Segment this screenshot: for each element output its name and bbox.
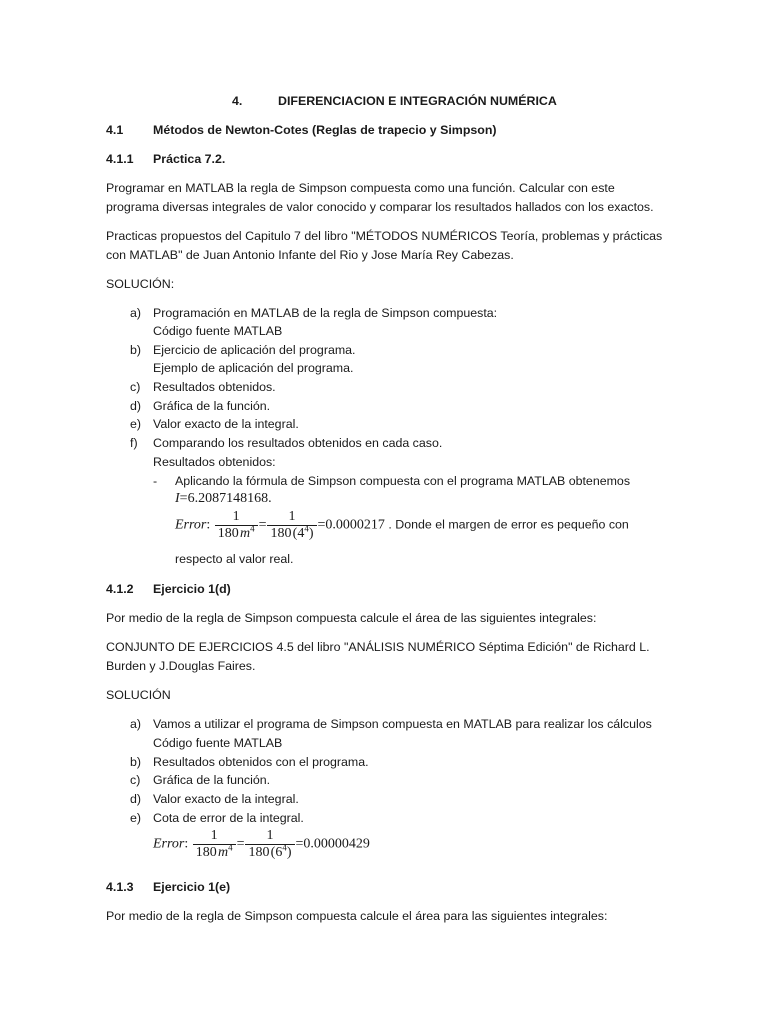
dash-marker: - — [153, 474, 158, 488]
denominator-constant: 180 — [270, 526, 292, 541]
section-4-1-1-title: Práctica 7.2. — [153, 152, 226, 166]
integral-value: =6.2087148168. — [179, 491, 272, 506]
denominator-exponent: 4 — [304, 523, 309, 534]
solucion-label-2: SOLUCIÓN — [106, 688, 171, 702]
denominator-constant: 180 — [248, 845, 270, 860]
list-item-subtext: Resultados obtenidos: — [153, 455, 276, 469]
list-item-text: Comparando los resultados obtenidos en cada caso. — [153, 436, 443, 450]
integral-variable: I — [175, 491, 180, 506]
error-colon: : — [206, 517, 211, 533]
list-item-text: Vamos a utilizar el programa de Simpson compuesta en MATLAB para realizar los cálculos — [153, 717, 652, 731]
section-4-1-3-title: Ejercicio 1(e) — [153, 880, 231, 894]
list-item-text: Resultados obtenidos. — [153, 380, 276, 394]
chapter-number: 4. — [232, 94, 243, 108]
denominator-variable: m — [239, 526, 251, 541]
list-item-marker: d) — [130, 399, 142, 413]
error-fraction-1 — [215, 509, 258, 542]
fraction-numerator: 1 — [193, 828, 236, 845]
paragraph-1-line-1: Programar en MATLAB la regla de Simpson compuesta como una función. Calcular con este — [106, 181, 615, 195]
paragraph-1-line-2: programa diversas integrales de valor conocido y comparar los resultados hallados con los exactos. — [106, 200, 654, 214]
list-item-subtext: Ejemplo de aplicación del programa. — [153, 361, 354, 375]
integral-result-equation — [175, 490, 272, 508]
fraction-numerator: 1 — [267, 509, 316, 526]
list-item-text: Ejercicio de aplicación del programa. — [153, 343, 356, 357]
denominator-exponent: 4 — [228, 842, 233, 853]
error-fraction-2 — [245, 828, 294, 861]
fraction-numerator: 1 — [245, 828, 294, 845]
section-4-1-2-title: Ejercicio 1(d) — [153, 582, 231, 596]
dash-item-text: Aplicando la fórmula de Simpson compuesta con el programa MATLAB obtenemos — [175, 474, 631, 488]
list-item-text: Programación en MATLAB de la regla de Simpson compuesta: — [153, 306, 498, 320]
paragraph-4-line-2: Burden y J.Douglas Faires. — [106, 659, 256, 673]
list-item-text: Valor exacto de la integral. — [153, 792, 299, 806]
denominator-constant: 180 — [195, 845, 217, 860]
list-item-subtext: Código fuente MATLAB — [153, 736, 283, 750]
list-item-marker: c) — [130, 380, 141, 394]
fraction-denominator — [215, 523, 258, 542]
error-comment: . Donde el margen de error es pequeño con — [388, 517, 629, 532]
list-item-marker: a) — [130, 717, 142, 731]
error-label: Error — [175, 517, 207, 533]
list-item-marker: b) — [130, 343, 142, 357]
denominator-base: (6 — [270, 845, 283, 860]
section-4-1-title: Métodos de Newton-Cotes (Reglas de trapecio y Simpson) — [153, 123, 497, 137]
section-4-1-3-number: 4.1.3 — [106, 880, 134, 894]
denominator-exponent: 4 — [250, 523, 255, 534]
fraction-denominator — [193, 842, 236, 861]
list-item-marker: f) — [130, 436, 138, 450]
list-item-marker: c) — [130, 773, 141, 787]
paragraph-2-line-1: Practicas propuestos del Capitulo 7 del libro "MÉTODOS NUMÉRICOS Teoría, problemas y prácticas — [106, 229, 663, 243]
list-item-marker: a) — [130, 306, 142, 320]
fraction-denominator — [267, 523, 316, 542]
list-item-marker: e) — [130, 811, 142, 825]
paragraph-2-line-2: con MATLAB" de Juan Antonio Infante del Rio y Jose María Rey Cabezas. — [106, 248, 514, 262]
error-fraction-1 — [193, 828, 236, 861]
error-result: =0.00000429 — [295, 836, 370, 852]
denominator-base: (4 — [292, 526, 305, 541]
list-item-marker: d) — [130, 792, 142, 806]
error-equation-2 — [153, 828, 370, 861]
section-4-1-number: 4.1 — [106, 123, 124, 137]
fraction-numerator: 1 — [215, 509, 258, 526]
error-equation-1 — [175, 509, 629, 542]
solucion-label: SOLUCIÓN: — [106, 277, 175, 291]
denominator-variable: m — [217, 845, 229, 860]
chapter-title: DIFERENCIACION E INTEGRACIÓN NUMÉRICA — [278, 94, 557, 108]
paragraph-3: Por medio de la regla de Simpson compuesta calcule el área de las siguientes integrales: — [106, 611, 597, 625]
error-colon: : — [184, 836, 189, 852]
paragraph-4-line-1: CONJUNTO DE EJERCICIOS 4.5 del libro "ANÁLISIS NUMÉRICO Séptima Edición" de Richard L. — [106, 640, 650, 654]
list-item-text: Cota de error de la integral. — [153, 811, 304, 825]
list-item-marker: b) — [130, 755, 142, 769]
denominator-close: ) — [286, 845, 292, 860]
error-label: Error — [153, 836, 185, 852]
equals-sign: = — [236, 836, 245, 852]
list-item-text: Gráfica de la función. — [153, 773, 271, 787]
denominator-constant: 180 — [217, 526, 239, 541]
list-item-text: Valor exacto de la integral. — [153, 417, 299, 431]
error-fraction-2 — [267, 509, 316, 542]
list-item-text: Resultados obtenidos con el programa. — [153, 755, 369, 769]
denominator-exponent: 4 — [282, 842, 287, 853]
fraction-denominator — [245, 842, 294, 861]
section-4-1-2-number: 4.1.2 — [106, 582, 134, 596]
paragraph-5: Por medio de la regla de Simpson compuesta calcule el área para las siguientes integrales: — [106, 909, 608, 923]
error-result: =0.0000217 — [317, 517, 385, 533]
section-4-1-1-number: 4.1.1 — [106, 152, 134, 166]
equals-sign: = — [258, 517, 267, 533]
denominator-close: ) — [308, 526, 314, 541]
list-item-subtext: Código fuente MATLAB — [153, 324, 283, 338]
respecto-text: respecto al valor real. — [175, 552, 294, 566]
list-item-marker: e) — [130, 417, 142, 431]
list-item-text: Gráfica de la función. — [153, 399, 271, 413]
